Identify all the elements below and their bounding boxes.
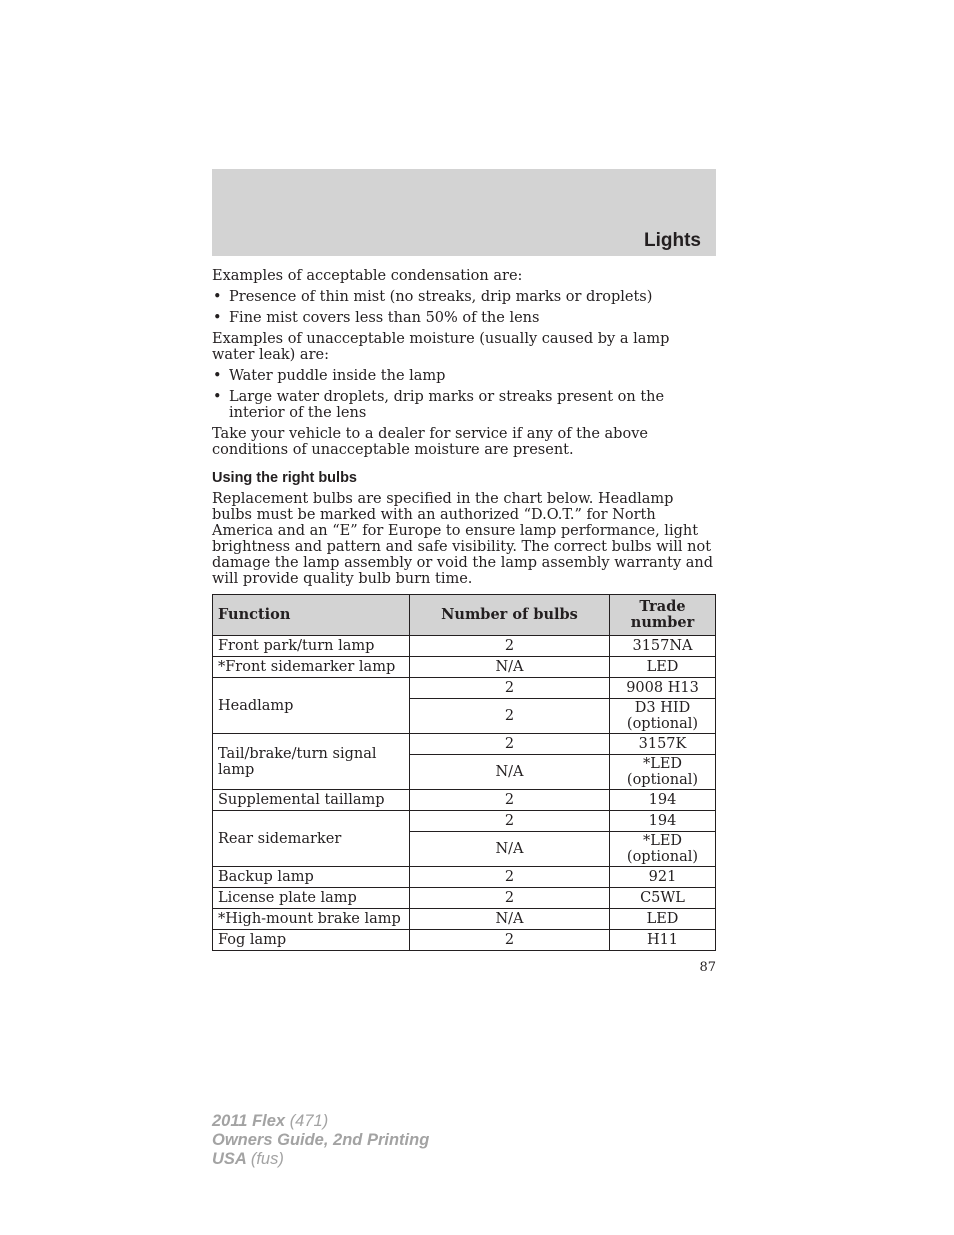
cell-trade-number: 3157NA <box>610 636 716 657</box>
bullet-icon: • <box>213 310 222 326</box>
footer-market: USA <box>212 1150 247 1168</box>
section-header-band <box>212 169 716 256</box>
cell-trade-number: 921 <box>610 867 716 888</box>
body-text <box>212 268 716 592</box>
table-row <box>213 909 716 930</box>
cell-trade-number: H11 <box>610 930 716 951</box>
cell-function: Rear sidemarker <box>213 811 410 867</box>
cell-function: Backup lamp <box>213 867 410 888</box>
cell-bulb-count: 2 <box>410 867 610 888</box>
cell-function: Headlamp <box>213 678 410 734</box>
cell-trade-number: LED <box>610 909 716 930</box>
cell-bulb-count: 2 <box>410 636 610 657</box>
cell-bulb-count: N/A <box>410 832 610 867</box>
cell-bulb-count: 2 <box>410 790 610 811</box>
cell-function: Supplemental taillamp <box>213 790 410 811</box>
table-row <box>213 734 716 755</box>
column-header-function: Function <box>213 595 410 636</box>
table-row <box>213 657 716 678</box>
unacceptable-intro: Examples of unacceptable moisture (usually caused by a lamp water leak) are: <box>212 331 670 363</box>
table-row <box>213 888 716 909</box>
footer-market-code: (fus) <box>250 1150 284 1168</box>
table-row <box>213 636 716 657</box>
footer-guide: Owners Guide, 2nd Printing <box>212 1131 430 1149</box>
cell-bulb-count: 2 <box>410 930 610 951</box>
footer-model-code: (471) <box>289 1112 329 1130</box>
list-item: • Water puddle inside the lamp <box>213 368 446 384</box>
column-header-trade: Trade number <box>610 595 716 636</box>
cell-function: *High-mount brake lamp <box>213 909 410 930</box>
table-row <box>213 678 716 699</box>
bulb-paragraph: Replacement bulbs are specified in the chart below. Headlamp bulbs must be marked with an authorized “D.O.T.” for North America and an “E” for Europe to ensure lamp performance, light brightness and pattern and safe visibility. The correct bulbs will not damage the lamp assembly or void the lamp assembly warranty and will provide quality bulb burn time. <box>212 491 714 587</box>
bulb-table <box>212 594 716 951</box>
cell-function: Front park/turn lamp <box>213 636 410 657</box>
cell-bulb-count: N/A <box>410 657 610 678</box>
footer-model: 2011 Flex <box>212 1112 286 1130</box>
section-heading: Using the right bulbs <box>212 470 357 486</box>
list-item: • Fine mist covers less than 50% of the lens <box>213 310 540 326</box>
cell-bulb-count: 2 <box>410 811 610 832</box>
acceptable-list <box>212 289 716 326</box>
cell-trade-number: 194 <box>610 811 716 832</box>
table-row <box>213 790 716 811</box>
section-title: Lights <box>644 230 701 251</box>
cell-trade-number: 9008 H13 <box>610 678 716 699</box>
footer-imprint <box>212 1112 429 1169</box>
cell-function: Fog lamp <box>213 930 410 951</box>
list-item: • Large water droplets, drip marks or streaks present on the interior of the lens <box>213 389 665 421</box>
cell-bulb-count: N/A <box>410 755 610 790</box>
cell-bulb-count: 2 <box>410 734 610 755</box>
list-item: • Presence of thin mist (no streaks, drip marks or droplets) <box>213 289 653 305</box>
cell-trade-number: *LED (optional) <box>610 755 716 790</box>
bullet-icon: • <box>213 368 222 384</box>
cell-trade-number: 194 <box>610 790 716 811</box>
cell-function: Tail/brake/turn signal lamp <box>213 734 410 790</box>
table-row <box>213 930 716 951</box>
cell-bulb-count: 2 <box>410 678 610 699</box>
cell-bulb-count: 2 <box>410 888 610 909</box>
service-note: Take your vehicle to a dealer for service if any of the above conditions of unacceptable moisture are present. <box>212 426 648 458</box>
cell-trade-number: D3 HID (optional) <box>610 699 716 734</box>
column-header-count: Number of bulbs <box>410 595 610 636</box>
bullet-icon: • <box>213 389 222 405</box>
table-row <box>213 811 716 832</box>
cell-trade-number: C5WL <box>610 888 716 909</box>
cell-trade-number: LED <box>610 657 716 678</box>
acceptable-intro: Examples of acceptable condensation are: <box>212 268 523 284</box>
cell-function: License plate lamp <box>213 888 410 909</box>
cell-trade-number: *LED (optional) <box>610 832 716 867</box>
cell-bulb-count: 2 <box>410 699 610 734</box>
cell-bulb-count: N/A <box>410 909 610 930</box>
bullet-icon: • <box>213 289 222 305</box>
unacceptable-list <box>212 368 716 421</box>
cell-function: *Front sidemarker lamp <box>213 657 410 678</box>
table-header-row <box>213 595 716 636</box>
cell-trade-number: 3157K <box>610 734 716 755</box>
table-row <box>213 867 716 888</box>
page-number: 87 <box>699 960 716 975</box>
